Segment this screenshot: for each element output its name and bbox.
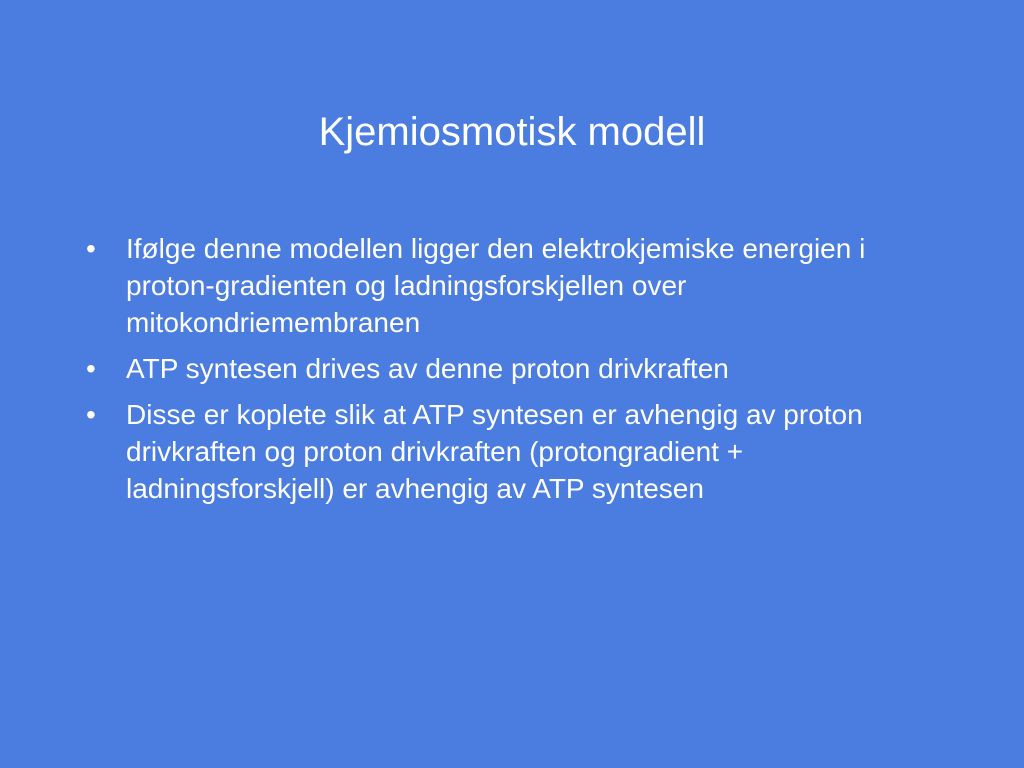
- bullet-item: [84, 350, 944, 387]
- bullet-text: Disse er koplete slik at ATP syntesen er avhengig av proton drivkraften og proton drivkraften (protongradient + ladningsforskjell) er avhengig av ATP syntesen: [126, 399, 863, 504]
- bullet-icon: •: [86, 399, 96, 430]
- bullet-icon: •: [86, 353, 96, 384]
- bullet-text: Ifølge denne modellen ligger den elektrokjemiske energien i proton-gradienten og ladningsforskjellen over mitokondriemembranen: [126, 233, 866, 338]
- bullet-list: [84, 230, 944, 516]
- bullet-text: ATP syntesen drives av denne proton drivkraften: [126, 353, 729, 384]
- slide-title: Kjemiosmotisk modell: [318, 110, 706, 154]
- bullet-item: [84, 396, 944, 507]
- bullet-icon: •: [86, 233, 96, 264]
- bullet-item: [84, 230, 944, 341]
